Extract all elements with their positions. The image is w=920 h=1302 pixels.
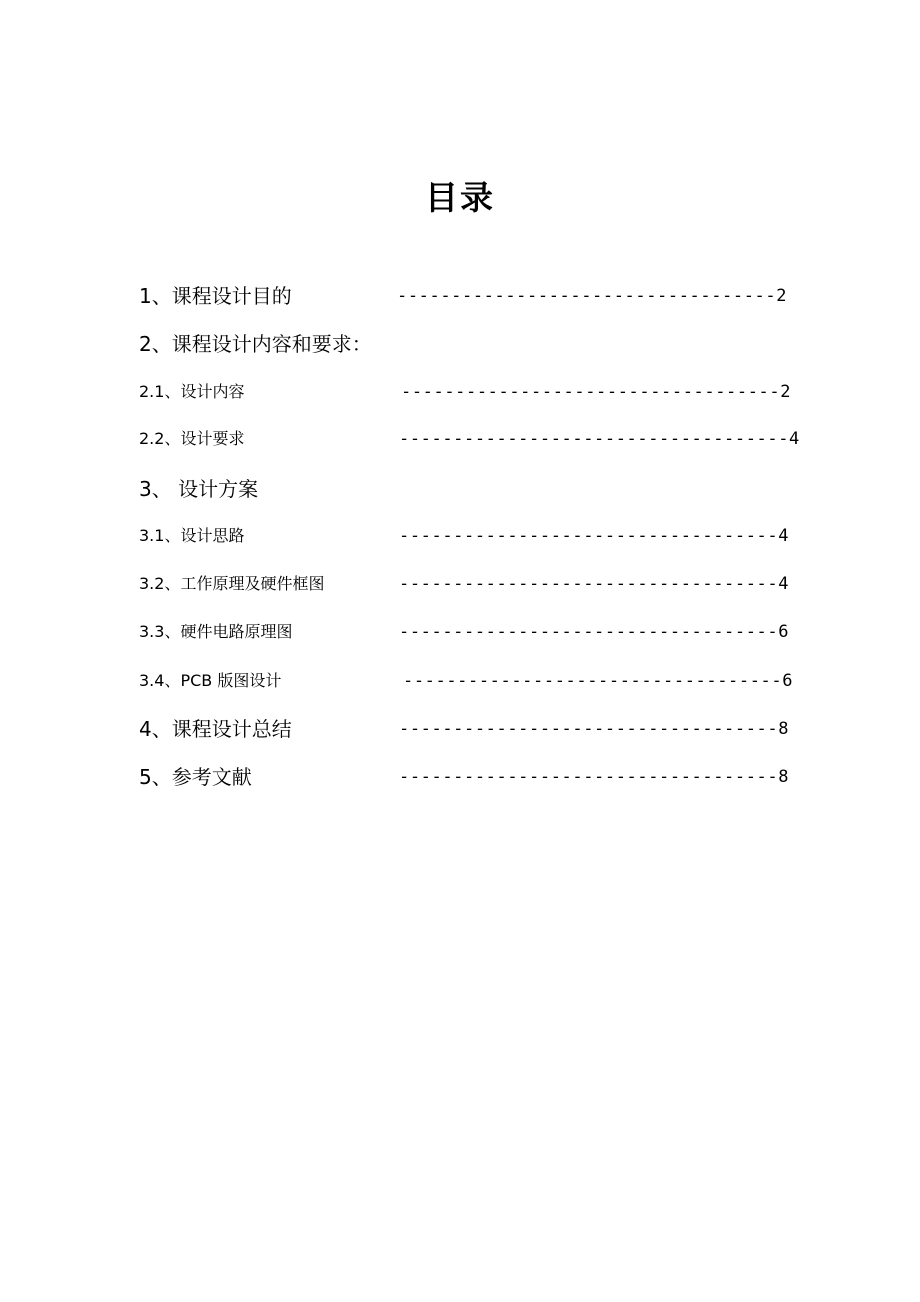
toc-entry-label: 3.2、工作原理及硬件框图 [139, 574, 325, 593]
toc-entry-leader: -----------------------------------6 [403, 671, 794, 691]
toc-entry-leader: -----------------------------------2 [397, 286, 788, 306]
toc-entry-leader: -----------------------------------4 [399, 574, 790, 594]
toc-entry-label: 3、 设计方案 [139, 477, 259, 501]
toc-entry-label: 2.1、设计内容 [139, 382, 245, 401]
toc-entry-label: 1、课程设计目的 [139, 284, 292, 308]
toc-entry-label: 2.2、设计要求 [139, 429, 245, 448]
toc-entry-leader: ------------------------------------4 [399, 429, 800, 449]
toc-title: 目录 [425, 178, 495, 217]
toc-entry-leader: -----------------------------------4 [399, 526, 790, 546]
toc-entry-leader: -----------------------------------2 [401, 382, 792, 402]
toc-entry-label: 3.4、PCB 版图设计 [139, 671, 282, 690]
toc-entry-leader: -----------------------------------8 [399, 719, 790, 739]
toc-entry-leader: -----------------------------------6 [399, 622, 790, 642]
toc-entry-label: 3.1、设计思路 [139, 526, 245, 545]
toc-entry-label: 3.3、硬件电路原理图 [139, 622, 293, 641]
toc-entry-label: 4、课程设计总结 [139, 717, 292, 741]
toc-entry-leader: -----------------------------------8 [399, 767, 790, 787]
toc-entry-label: 5、参考文献 [139, 765, 252, 789]
toc-entry-label: 2、课程设计内容和要求： [139, 332, 372, 356]
